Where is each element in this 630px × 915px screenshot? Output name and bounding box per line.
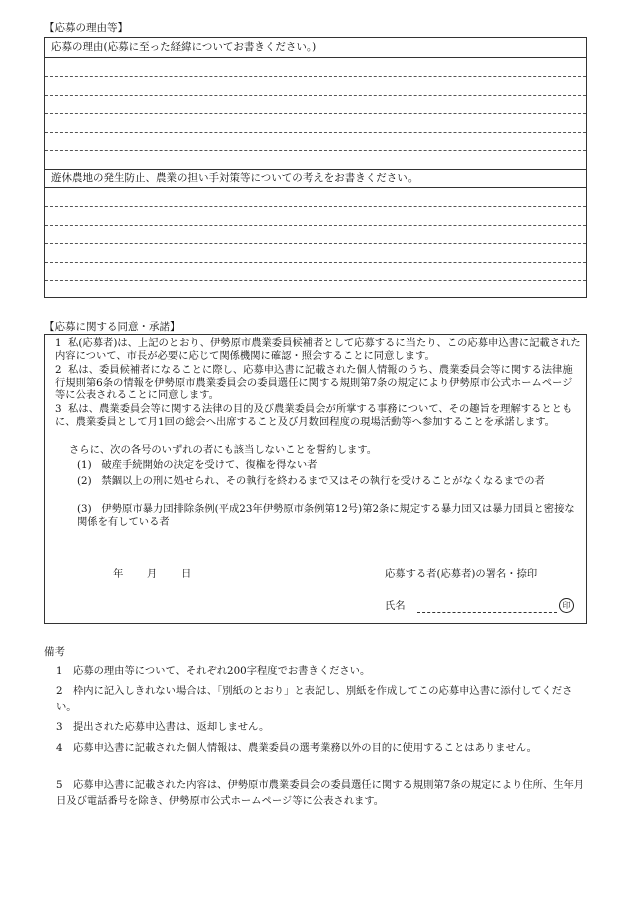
consent-item-1 (55, 337, 581, 362)
signature-label: 応募する者(応募者)の署名・捺印 (385, 568, 538, 580)
reason-prompt-2: 遊休農地の発生防止、農業の担い手対策等についての考えをお書きください。 (51, 172, 419, 184)
note-number: 2 (56, 685, 63, 697)
reason-answer-area-1[interactable] (45, 58, 586, 168)
note-number: 4 (56, 742, 63, 754)
note-text: 応募の理由等について、それぞれ200字程度でお書きください。 (73, 665, 371, 677)
consent-item-text: 私は、委員候補者になることに際し、応募申込書に記載された個人情報のうち、農業委員会等に関する法律施行規則第6条の情報を伊勢原市農業委員会の委員選任に関する規則第7条の規定により伊勢原市公式ホームページ等に公表されることに同意します。 (55, 364, 573, 402)
note-item-1 (56, 664, 592, 680)
note-text: 枠内に記入しきれない場合は、「別紙のとおり」と表記し、別紙を作成してこの応募申込書に添付してください。 (56, 685, 573, 713)
condition-number: (2) (77, 475, 92, 487)
date-month-label: 月 (147, 568, 158, 580)
name-field[interactable] (417, 612, 557, 613)
date-day-label: 日 (181, 568, 192, 580)
notes-title: 備考 (44, 646, 65, 658)
reason-answer-area-2[interactable] (45, 188, 586, 298)
condition-text: 破産手続開始の決定を受けて、復権を得ない者 (101, 459, 318, 471)
condition-number: (1) (77, 459, 92, 471)
condition-3 (77, 503, 577, 528)
note-item-4 (56, 741, 592, 757)
consent-item-3 (55, 403, 581, 428)
note-number: 3 (56, 721, 63, 733)
consent-item-2 (55, 364, 581, 402)
condition-2 (77, 475, 577, 488)
seal-mark: 印 (559, 598, 574, 613)
note-number: 5 (56, 779, 63, 791)
note-text: 提出された応募申込書は、返却しません。 (73, 721, 270, 733)
name-label: 氏名 (385, 600, 406, 612)
divider (45, 169, 586, 170)
consent-section-title: 【応募に関する同意・承諾】 (44, 321, 181, 333)
reason-box (44, 37, 587, 298)
note-item-3 (56, 720, 592, 736)
note-number: 1 (56, 665, 63, 677)
condition-text: 伊勢原市暴力団排除条例(平成23年伊勢原市条例第12号)第2条に規定する暴力団又は暴力団員と密接な関係を有している者 (77, 503, 575, 528)
consent-item-number: 1 (55, 337, 62, 349)
date-year-label: 年 (113, 568, 124, 580)
condition-number: (3) (77, 503, 92, 515)
note-item-5 (56, 778, 592, 809)
note-text: 応募申込書に記載された内容は、伊勢原市農業委員会の委員選任に関する規則第7条の規定により住所、生年月日及び電話番号を除き、伊勢原市公式ホームページ等に公表されます。 (56, 779, 585, 807)
pledge-text: さらに、次の各号のいずれの者にも該当しないことを誓約します。 (69, 444, 378, 456)
condition-1 (77, 459, 577, 472)
note-item-2 (56, 684, 592, 715)
reason-section-title: 【応募の理由等】 (44, 22, 128, 34)
consent-item-text: 私は、農業委員会等に関する法律の目的及び農業委員会が所掌する事務について、その趣旨を理解するとともに、農業委員として月1回の総会へ出席すること及び月数回程度の現場活動等へ参加することを承諾します。 (55, 403, 573, 428)
note-text: 応募申込書に記載された個人情報は、農業委員の選考業務以外の目的に使用することはありません。 (73, 742, 537, 754)
reason-prompt-1: 応募の理由(応募に至った経緯についてお書きください。) (51, 41, 317, 53)
condition-text: 禁錮以上の刑に処せられ、その執行を終わるまで又はその執行を受けることがなくなるまでの者 (101, 475, 545, 487)
consent-item-number: 3 (55, 403, 62, 415)
consent-box (44, 334, 587, 624)
consent-item-number: 2 (55, 364, 62, 376)
consent-item-text: 私(応募者)は、上記のとおり、伊勢原市農業委員候補者として応募するに当たり、この応募申込書に記載された内容について、市長が必要に応じて関係機関に確認・照会することに同意します。 (55, 337, 581, 362)
